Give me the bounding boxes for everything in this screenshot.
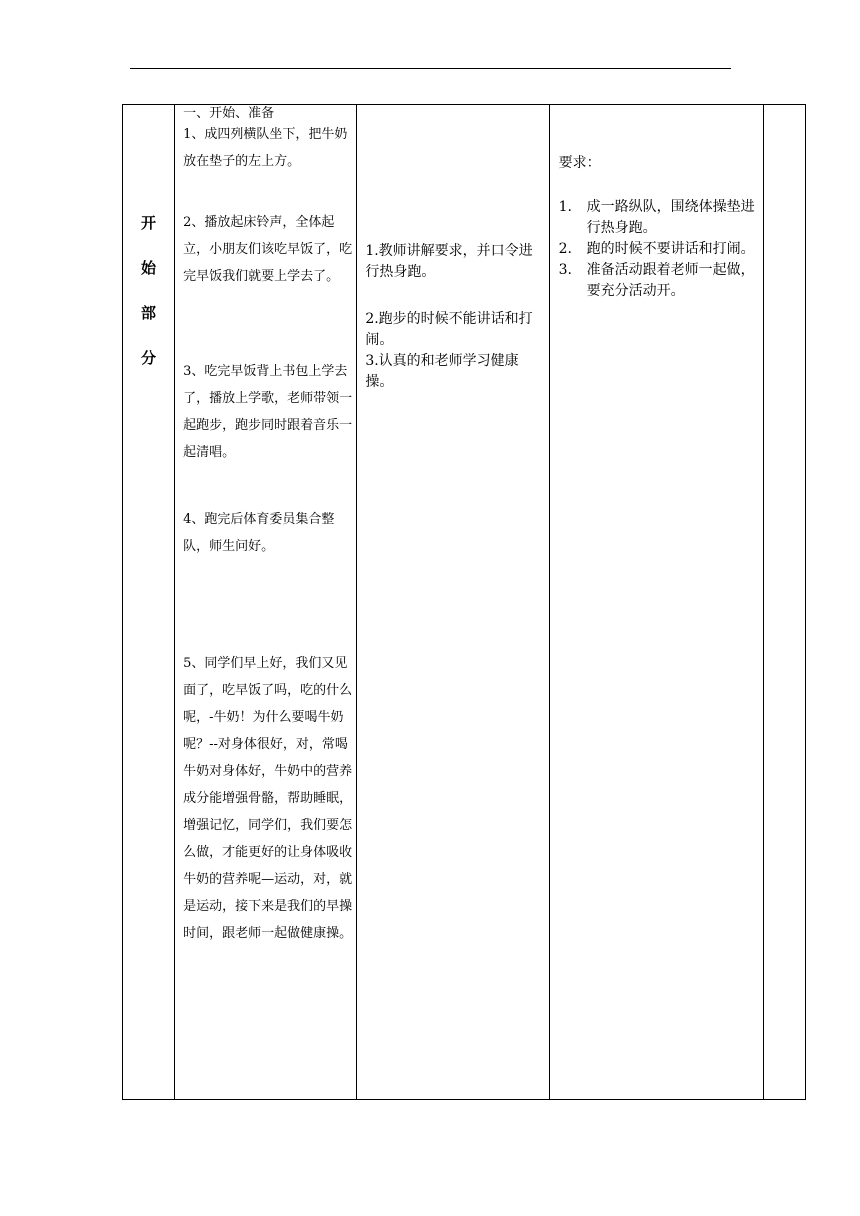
requirements-list [559,197,759,302]
teacher-item: 1.教师讲解要求，并口令进行热身跑。 [365,243,533,280]
content-paragraph: 2、播放起床铃声，全体起立，小朋友们该吃早饭了，吃完早饭我们就要上学去了。 [183,215,353,284]
content-paragraph: 3、吃完早饭背上书包上学去了，播放上学歌，老师带领一起跑步，跑步同时跟着音乐一起清唱。 [183,364,353,460]
list-number: 2. [558,241,572,257]
teacher-cell [357,105,549,1100]
list-number: 1. [558,199,572,215]
content-paragraph: 1、成四列横队坐下，把牛奶放在垫子的左上方。 [183,127,348,169]
section-title [123,213,174,393]
requirements-cell [549,105,763,1100]
content-cell [175,105,357,1100]
content-paragraph: 5、同学们早上好，我们又见面了，吃早饭了吗，吃的什么呢，-牛奶！为什么要喝牛奶呢？--对身体很好，对，常喝牛奶对身体好，牛奶中的营养成分能增强骨骼，帮助睡眠，增强记忆，同学们，我们要怎么做，才能更好的让身体吸收牛奶的营养呢—运动，对，就是运动，接下来是我们的早操时间，跟老师一起做健康操。 [183,656,353,941]
teacher-item: 3.认真的和老师学习健康操。 [365,353,519,390]
section-title-char: 始 [141,259,157,277]
content-paragraph: 4、跑完后体育委员集合整队，师生问好。 [183,512,335,554]
requirements-heading: 要求： [558,155,601,171]
section-title-char: 开 [141,214,157,232]
list-item-text: 成一路纵队，围绕体操垫进行热身跑。 [586,199,755,236]
table-row [123,105,806,1100]
list-number: 3. [558,262,572,278]
section-cell [123,105,175,1100]
list-item-text: 准备活动跟着老师一起做，要充分活动开。 [586,262,755,299]
header-rule [130,68,731,69]
section-title-char: 部 [141,304,157,322]
lesson-plan-table [122,104,806,1100]
list-item [559,260,759,302]
list-item [559,197,759,239]
list-item [559,239,759,260]
section-title-char: 分 [141,349,157,367]
content-heading: 一、开始、准备 [183,106,275,121]
list-item-text: 跑的时候不要讲话和打闹。 [586,241,755,257]
empty-cell [763,105,805,1100]
teacher-item: 2.跑步的时候不能讲话和打闹。 [365,311,533,348]
